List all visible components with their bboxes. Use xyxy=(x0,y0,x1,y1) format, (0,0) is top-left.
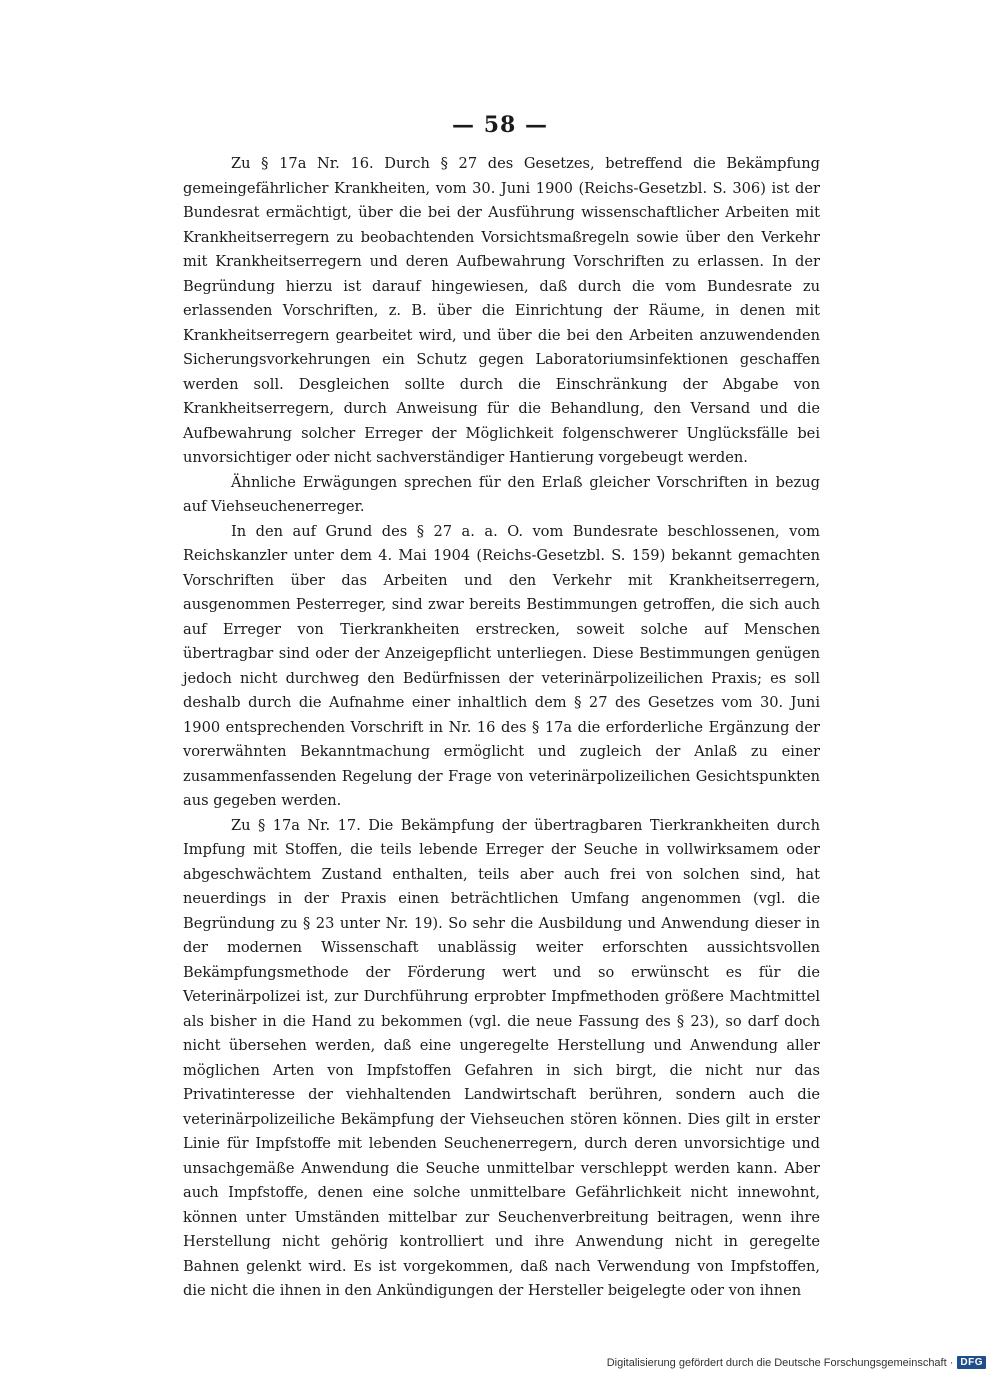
digitization-footer xyxy=(607,1356,986,1369)
paragraph-vorschriften-1904: In den auf Grund des § 27 a. a. O. vom Bundesrate beschlossenen, vom Reichskanzler unter dem 4. Mai 1904 (Reichs-Gesetzbl. S. 159) bekannt gemachten Vorschriften über das Arbeiten und den Verkehr mit Krankheitserregern, ausgenommen Pesterreger, sind zwar bereits Bestimmungen getroffen, die sich auch auf Erreger von Tierkrankheiten erstrecken, soweit solche auf Menschen übertragbar sind oder der Anzeigepflicht unterliegen. Diese Bestimmungen genügen jedoch nicht durchweg den Bedürfnissen der veterinärpolizeilichen Praxis; es soll deshalb durch die Aufnahme einer inhaltlich dem § 27 des Gesetzes vom 30. Juni 1900 entsprechenden Vorschrift in Nr. 16 des § 17a die erforderliche Ergänzung der vorerwähnten Bekanntmachung ermöglicht und zugleich der Anlaß zu einer zusammenfassenden Regelung der Frage von veterinärpolizeilichen Gesichtspunkten aus gegeben werden. xyxy=(183,522,820,809)
page-number: — 58 — xyxy=(452,112,548,138)
footer-credit: Digitalisierung gefördert durch die Deutsche Forschungsgemeinschaft · xyxy=(606,1356,954,1369)
dfg-logo-icon: DFG xyxy=(957,1356,986,1369)
paragraph-17a-nr17: Zu § 17a Nr. 17. Die Bekämpfung der übertragbaren Tierkrankheiten durch Impfung mit Stoffen, die teils lebende Erreger der Seuche in vollwirksamem oder abgeschwächtem Zustand enthalten, teils aber auch frei von solchen sind, hat neuerdings in der Praxis einen beträchtlichen Umfang angenommen (vgl. die Begründung zu § 23 unter Nr. 19). So sehr die Ausbildung und Anwendung dieser in der modernen Wissenschaft unablässig weiter erforschten aussichtsvollen Bekämpfungsmethode der Förderung wert und so erwünscht es für die Veterinärpolizei ist, zur Durchführung erprobter Impfmethoden größere Machtmittel als bisher in die Hand zu bekommen (vgl. die neue Fassung des § 23), so darf doch nicht übersehen werden, daß eine ungeregelte Herstellung und Anwendung aller möglichen Arten von Impfstoffen Gefahren in sich birgt, die nicht nur das Privatinteresse der viehhaltenden Landwirtschaft berühren, sondern auch die veterinärpolizeiliche Bekämpfung der Viehseuchen stören können. Dies gilt in erster Linie für Impfstoffe mit lebenden Seuchenerregern, durch deren unvorsichtige und unsachgemäße Anwendung die Seuche unmittelbar verschleppt werden kann. Aber auch Impfstoffe, denen eine solche unmittelbare Gefährlichkeit nicht innewohnt, können unter Umständen mittelbar zur Seuchenverbreitung beitragen, wenn ihre Herstellung nicht gehörig kontrolliert und ihre Anwendung nicht in geregelte Bahnen gelenkt wird. Es ist vorgekommen, daß nach Verwendung von Impfstoffen, die nicht die ihnen in den Ankündigungen der Hersteller beigelegte oder von ihnen xyxy=(183,816,820,1299)
paragraph-viehseuchenerreger: Ähnliche Erwägungen sprechen für den Erlaß gleicher Vorschriften in bezug auf Viehseuchenerreger. xyxy=(183,473,820,515)
paragraph-17a-nr16: Zu § 17a Nr. 16. Durch § 27 des Gesetzes, betreffend die Bekämpfung gemeingefährlicher Krankheiten, vom 30. Juni 1900 (Reichs-Gesetzbl. S. 306) ist der Bundesrat ermächtigt, über die bei der Ausführung wissenschaftlicher Arbeiten mit Krankheitserregern zu beobachtenden Vorsichtsmaßregeln sowie über den Verkehr mit Krankheitserregern und deren Aufbewahrung Vorschriften zu erlassen. In der Begründung hierzu ist darauf hingewiesen, daß durch die vom Bundesrate zu erlassenden Vorschriften, z. B. über die Einrichtung der Räume, in denen mit Krankheitserregern gearbeitet wird, und über die bei den Arbeiten anzuwendenden Sicherungsvorkehrungen ein Schutz gegen Laboratoriumsinfektionen geschaffen werden soll. Desgleichen sollte durch die Einschränkung der Abgabe von Krankheitserregern, durch Anweisung für die Behandlung, den Versand und die Aufbewahrung solcher Erreger der Möglichkeit folgenschwerer Unglücksfälle bei unvorsichtiger oder nicht sachverständiger Hantierung vorgebeugt werden. xyxy=(183,155,820,466)
body-text xyxy=(183,152,820,1304)
